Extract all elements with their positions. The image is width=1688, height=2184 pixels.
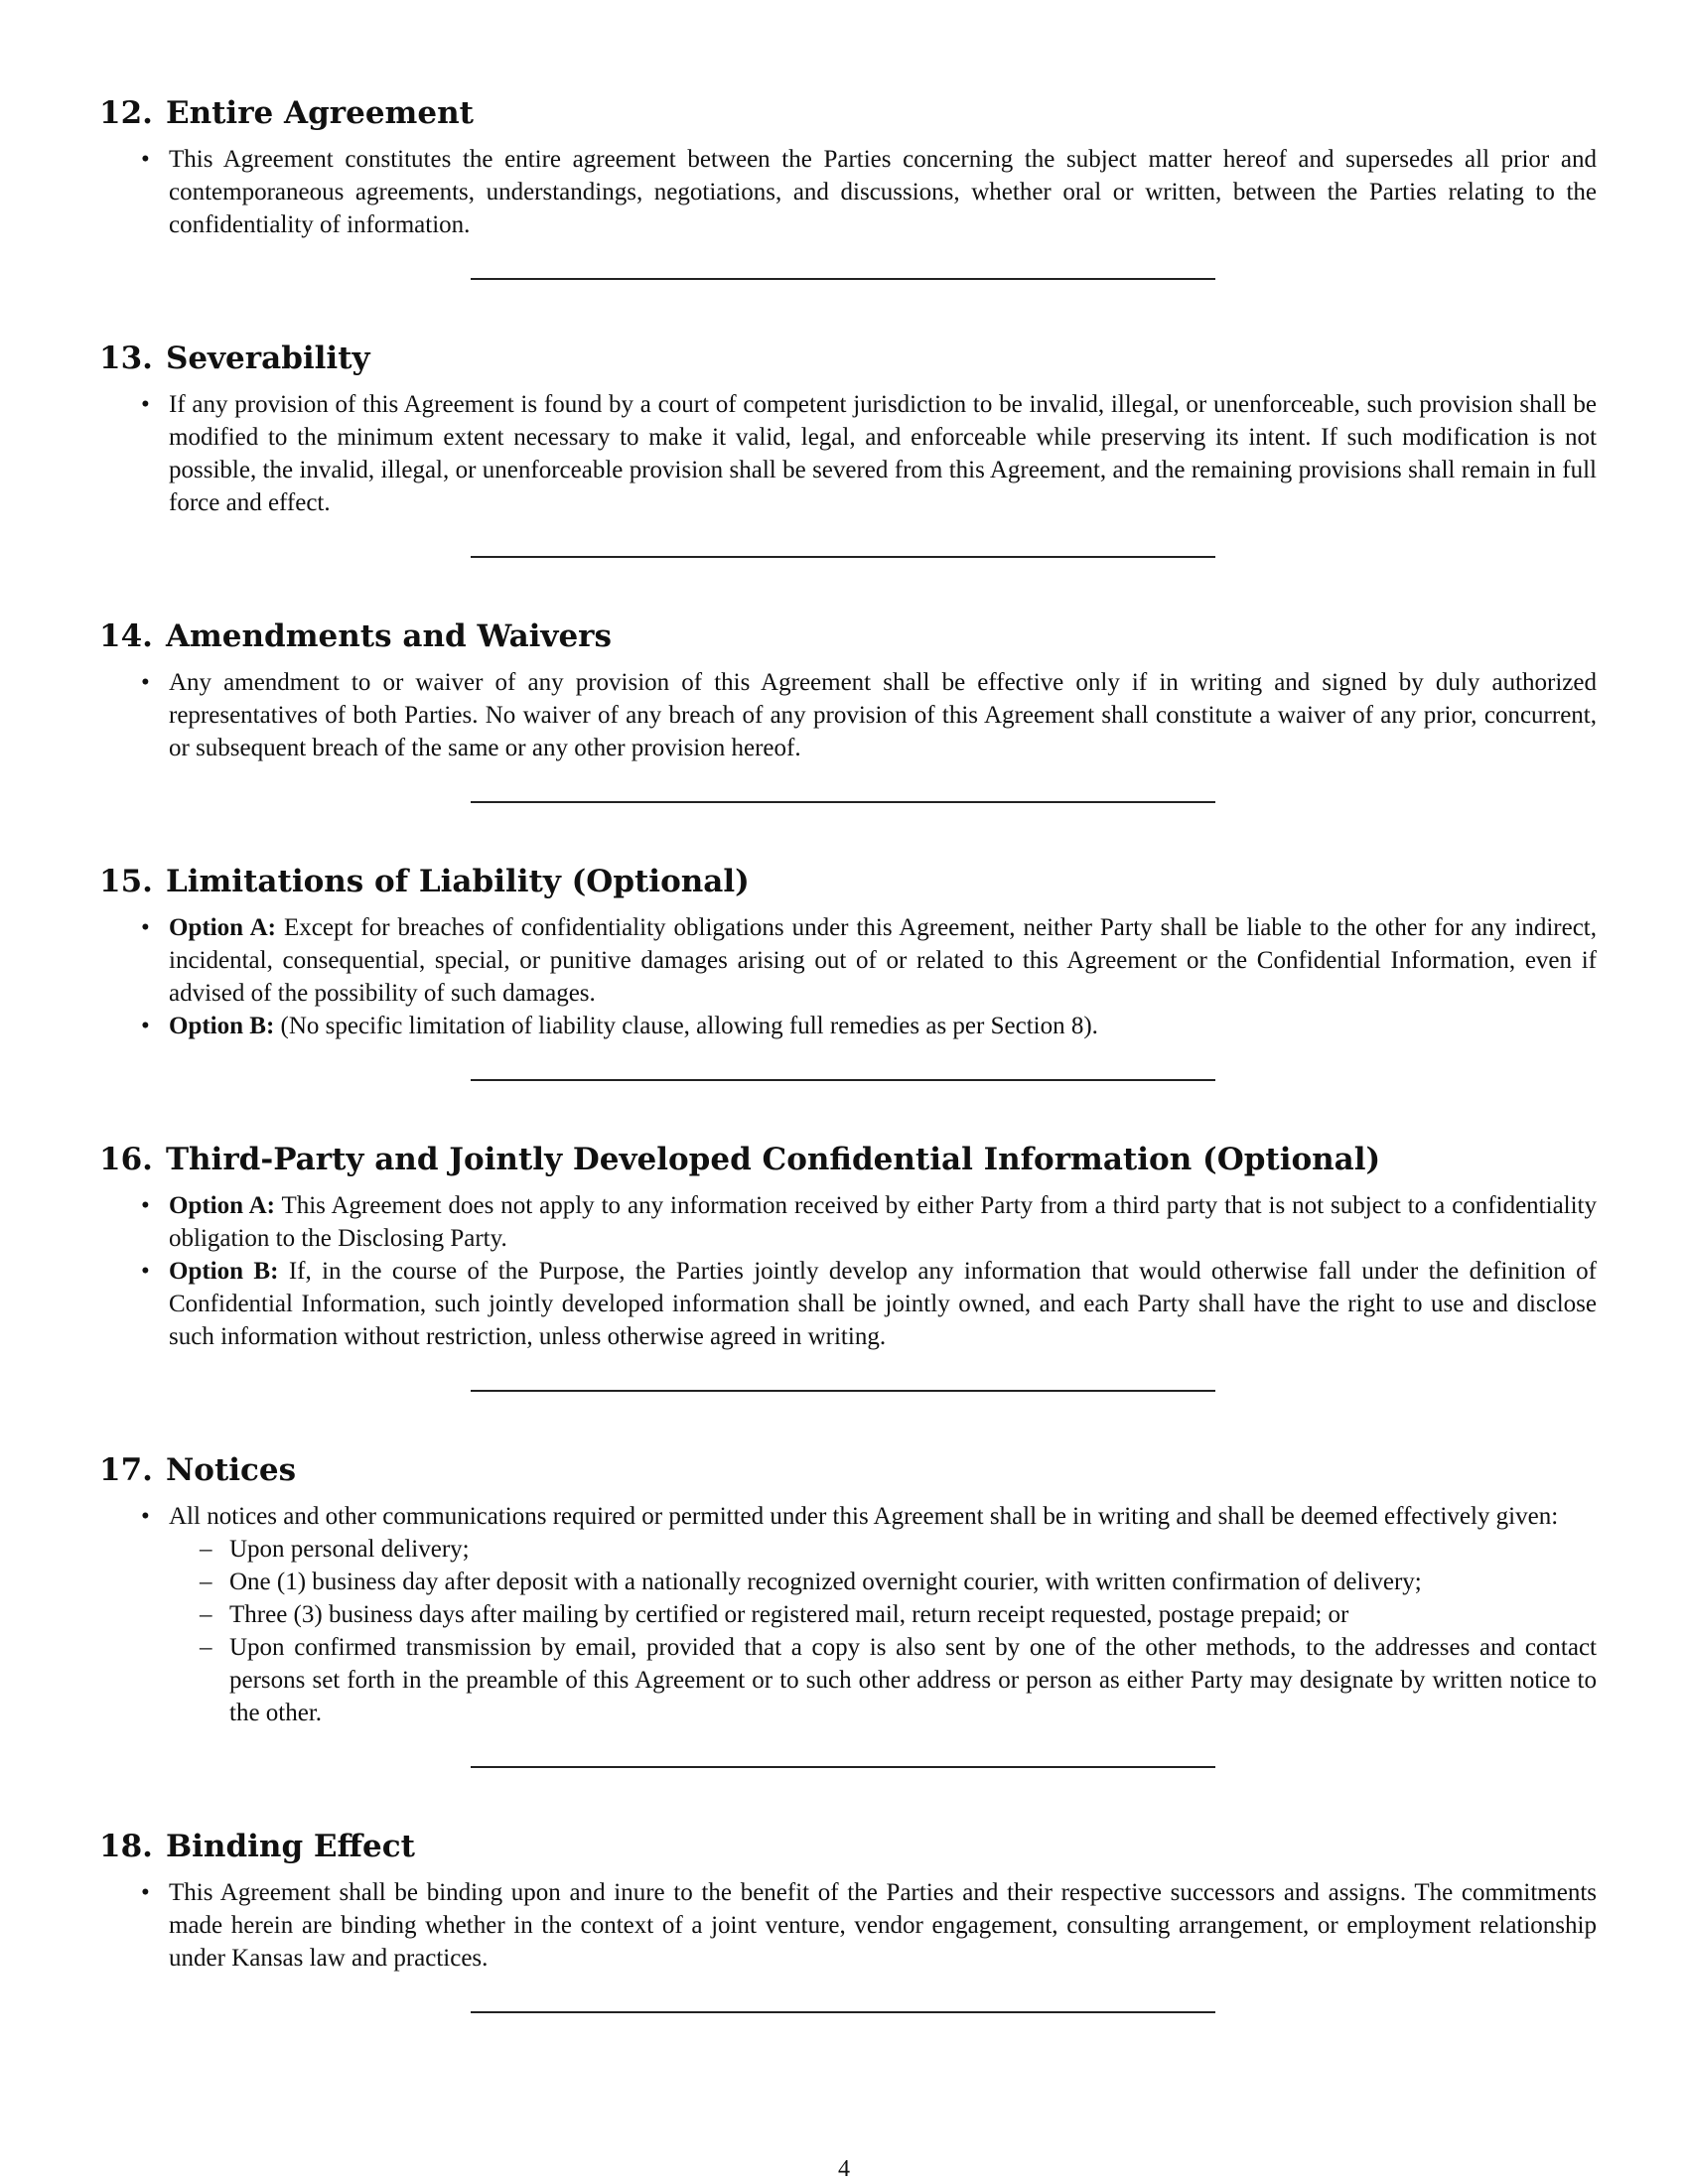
section-amendments-and-waivers	[99, 616, 1597, 803]
option-label: Option B:	[169, 1258, 279, 1285]
option-text: If, in the course of the Purpose, the Parties jointly develop any information that would otherwise fall under the definition of Confidential Information, such jointly developed information shall be jointly owned, and each Party shall have the right to use and disclose such information without restriction, unless otherwise agreed in writing.	[169, 1258, 1597, 1350]
section-title: Amendments and Waivers	[165, 618, 612, 654]
section-heading	[99, 862, 1597, 901]
bullet-item: • This Agreement constitutes the entire agreement between the Parties concerning the subject matter hereof and supersedes all prior and contemporaneous agreements, understandings, negotiations, and discussions, whether oral or written, between the Parties relating to the confidentiality of information.	[169, 143, 1597, 241]
sub-item: – One (1) business day after deposit with a nationally recognized overnight courier, with written confirmation of delivery;	[229, 1566, 1597, 1598]
document-page	[99, 93, 1597, 2013]
bullet-list	[99, 143, 1597, 241]
bullet-item: • Any amendment to or waiver of any provision of this Agreement shall be effective only if in writing and signed by duly authorized representatives of both Parties. No waiver of any breach of any provision of this Agreement shall constitute a waiver of any prior, concurrent, or subsequent breach of the same or any other provision hereof.	[169, 666, 1597, 764]
bullet-list	[99, 1500, 1597, 1729]
section-heading	[99, 93, 1597, 133]
section-title: Notices	[165, 1452, 297, 1488]
section-title: Limitations of Liability (Optional)	[165, 864, 750, 899]
section-title: Severability	[165, 341, 370, 376]
bullet-item	[169, 1500, 1597, 1729]
section-heading	[99, 616, 1597, 656]
section-number: 15.	[99, 864, 153, 899]
option-item	[169, 1255, 1597, 1353]
section-heading	[99, 1140, 1597, 1179]
bullet-list	[99, 1189, 1597, 1353]
option-label: Option A:	[169, 1192, 275, 1219]
bullet-list	[99, 1876, 1597, 1975]
bullet-text: All notices and other communications required or permitted under this Agreement shall be in writing and shall be deemed effectively given:	[169, 1503, 1559, 1530]
bullet-item: • This Agreement shall be binding upon and inure to the benefit of the Parties and their respective successors and assigns. The commitments made herein are binding whether in the context of a joint venture, vendor engagement, consulting arrangement, or employment relationship under Kansas law and practices.	[169, 1876, 1597, 1975]
section-divider	[471, 2011, 1215, 2013]
section-number: 18.	[99, 1829, 153, 1864]
section-third-party-information	[99, 1140, 1597, 1392]
bullet-item: • If any provision of this Agreement is found by a court of competent jurisdiction to be invalid, illegal, or unenforceable, such provision shall be modified to the minimum extent necessary to make it valid, legal, and enforceable while preserving its intent. If such modification is not possible, the invalid, illegal, or unenforceable provision shall be severed from this Agreement, and the remaining provisions shall remain in full force and effect.	[169, 388, 1597, 519]
section-number: 14.	[99, 618, 153, 654]
section-binding-effect	[99, 1827, 1597, 2013]
section-title: Third-Party and Jointly Developed Confidential Information (Optional)	[165, 1142, 1381, 1177]
section-number: 13.	[99, 341, 153, 376]
sub-item: – Upon personal delivery;	[229, 1533, 1597, 1566]
option-item	[169, 1010, 1597, 1042]
option-text: (No specific limitation of liability clause, allowing full remedies as per Section 8).	[280, 1013, 1098, 1039]
bullet-list	[99, 911, 1597, 1042]
option-text: This Agreement does not apply to any information received by either Party from a third party that is not subject to a confidentiality obligation to the Disclosing Party.	[169, 1192, 1597, 1252]
section-notices	[99, 1450, 1597, 1768]
option-item	[169, 911, 1597, 1010]
sub-item: – Upon confirmed transmission by email, provided that a copy is also sent by one of the other methods, to the addresses and contact persons set forth in the preamble of this Agreement or to such other address or person as either Party may designate by written notice to the other.	[229, 1631, 1597, 1729]
section-number: 16.	[99, 1142, 153, 1177]
section-heading	[99, 1827, 1597, 1866]
section-entire-agreement	[99, 93, 1597, 280]
option-item	[169, 1189, 1597, 1255]
section-heading	[99, 339, 1597, 378]
option-label: Option A:	[169, 914, 277, 941]
sub-list	[169, 1533, 1597, 1729]
sub-item: – Three (3) business days after mailing by certified or registered mail, return receipt requested, postage prepaid; or	[229, 1598, 1597, 1631]
section-severability	[99, 339, 1597, 558]
section-title: Entire Agreement	[165, 95, 474, 131]
section-limitations-of-liability	[99, 862, 1597, 1081]
option-text: Except for breaches of confidentiality obligations under this Agreement, neither Party shall be liable to the other for any indirect, incidental, consequential, special, or punitive damages arising out of or related to this Agreement or the Confidential Information, even if advised of the possibility of such damages.	[169, 914, 1597, 1007]
section-title: Binding Effect	[165, 1829, 415, 1864]
section-number: 17.	[99, 1452, 153, 1488]
option-label: Option B:	[169, 1013, 275, 1039]
bullet-list	[99, 388, 1597, 519]
section-number: 12.	[99, 95, 153, 131]
section-heading	[99, 1450, 1597, 1490]
page-number: 4	[838, 2156, 850, 2182]
bullet-list	[99, 666, 1597, 764]
